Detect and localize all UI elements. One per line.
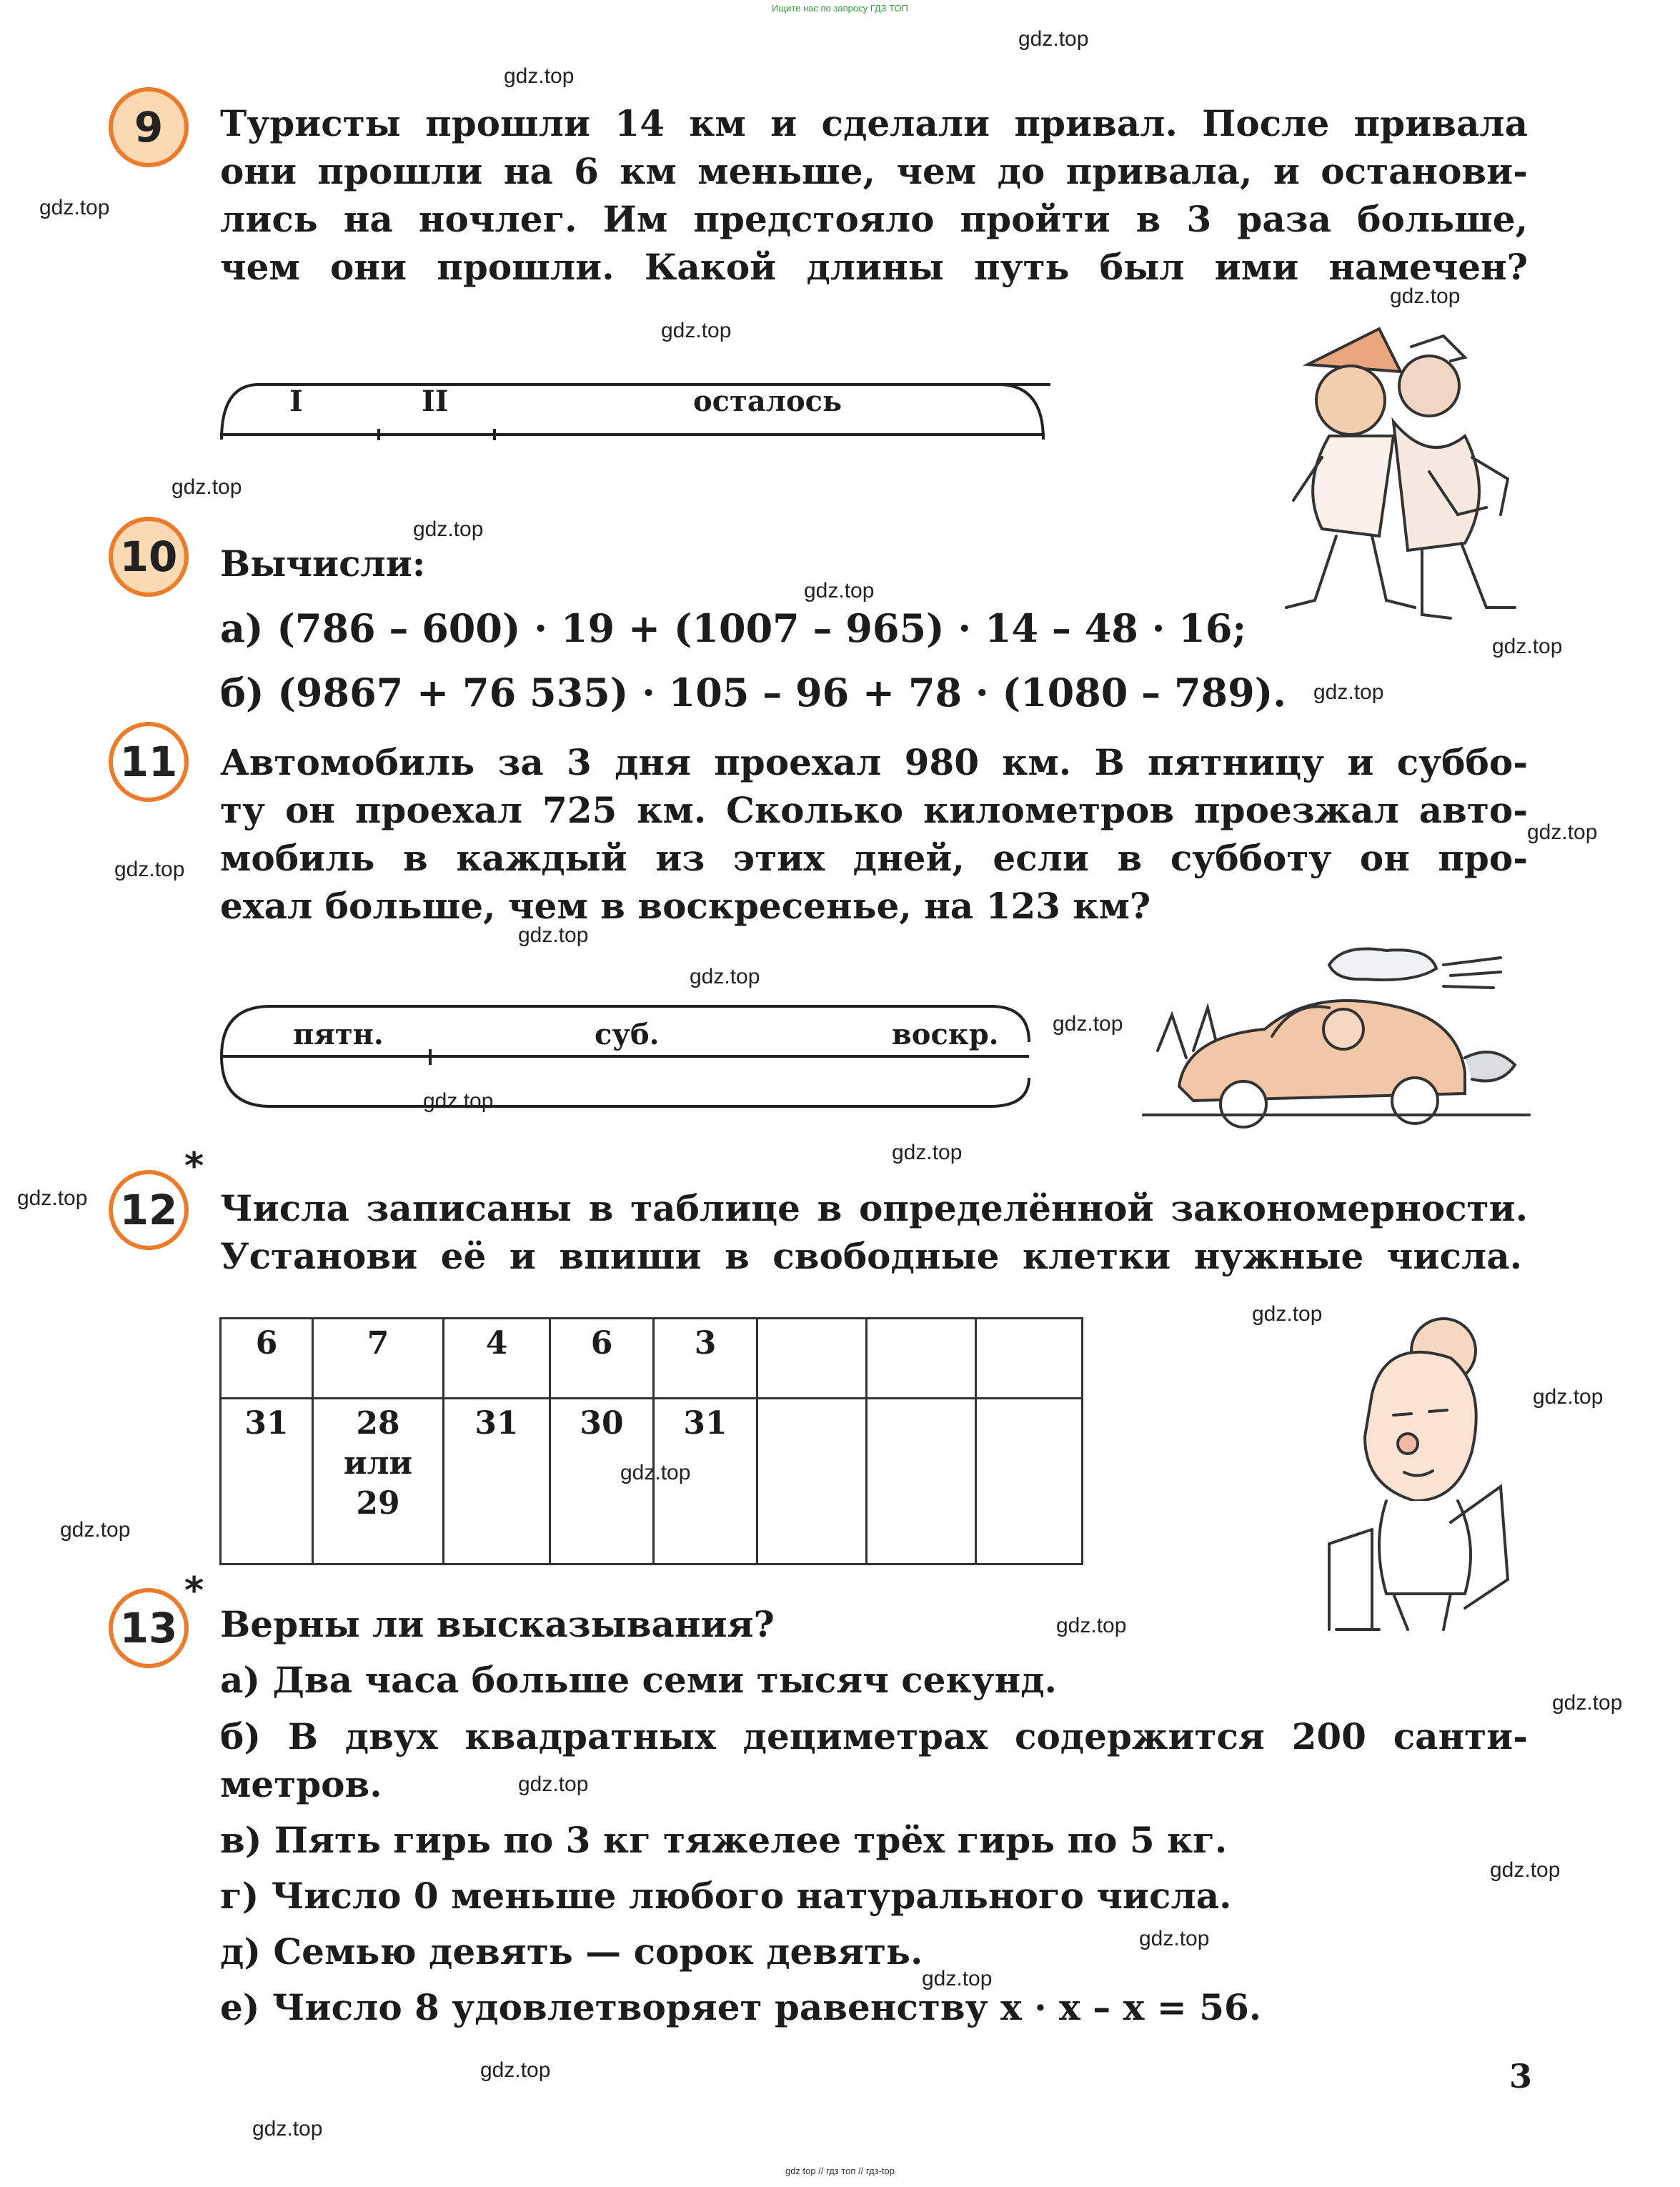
task11-text-line: Автомобиль за 3 дня проехал 980 км. В пятницу и суббо- [220, 741, 1528, 783]
diagram-label-second-part: II [422, 385, 449, 418]
table-cell: 30 [550, 1399, 654, 1564]
task-number-badge: 12 [109, 1170, 189, 1250]
page-number: 3 [1509, 2057, 1533, 2096]
diagram-label-first-part: I [289, 385, 303, 418]
asterisk-mark: * [184, 1569, 204, 1612]
task13-item-b-line1: б) В двух квадратных дециметрах содержится 200 санти- [220, 1715, 1528, 1757]
header-note: Ищите нас по запросу ГДЗ ТОП [772, 3, 908, 14]
task11-text-line: ту он проехал 725 км. Сколько километров проезжал авто- [220, 789, 1528, 831]
task-number-badge: 9 [109, 87, 189, 167]
task9-text-line: они прошли на 6 км меньше, чем до привала, и останови- [220, 150, 1528, 192]
task13-title: Верны ли высказывания? [220, 1603, 775, 1645]
watermark: gdz.top [1527, 820, 1598, 844]
table-cell: 28 или 29 [313, 1399, 444, 1564]
task9-text-line: Туристы прошли 14 км и сделали привал. После привала [220, 102, 1528, 144]
table-cell-empty[interactable] [867, 1399, 976, 1564]
watermark: gdz.top [690, 965, 760, 988]
table-cell-empty[interactable] [757, 1399, 867, 1564]
watermark: gdz.top [1492, 635, 1563, 658]
table-cell-empty[interactable] [867, 1319, 976, 1399]
watermark: gdz.top [504, 64, 575, 88]
task10-item-b: б) (9867 + 76 535) · 105 – 96 + 78 · (1080 – 789). [220, 670, 1287, 715]
task13-item-e: д) Семью девять — сорок девять. [220, 1930, 923, 1973]
table-cell: 3 [654, 1319, 757, 1399]
number-pattern-table [219, 1317, 1083, 1565]
task10-item-a: а) (786 – 600) · 19 + (1007 – 965) · 14 – 48 · 16; [220, 605, 1247, 651]
task13-item-c: в) Пять гирь по 3 кг тяжелее трёх гирь по 5 кг. [220, 1819, 1228, 1861]
task10-title: Вычисли: [220, 542, 426, 585]
watermark: gdz.top [1490, 1858, 1561, 1882]
watermark: gdz.top [39, 196, 110, 219]
car-illustration [1129, 943, 1536, 1144]
task-number-badge: 10 [109, 517, 189, 597]
task13-item-d: г) Число 0 меньше любого натурального числа. [220, 1875, 1232, 1917]
table-cell: 31 [444, 1399, 550, 1564]
table-cell: 6 [221, 1319, 313, 1399]
task9-text-line: лись на ночлег. Им предстояло пройти в 3 раза больше, [220, 198, 1528, 240]
watermark: gdz.top [423, 1089, 494, 1113]
diagram-label-remaining: осталось [693, 385, 843, 418]
girl-illustration [1286, 1308, 1522, 1644]
task11-text-line: мобиль в каждый из этих дней, если в субботу он про- [220, 837, 1528, 879]
watermark: gdz.top [17, 1186, 88, 1210]
table-cell-empty[interactable] [757, 1319, 867, 1399]
task12-text-line: Установи её и впиши в свободные клетки нужные числа. [220, 1235, 1522, 1277]
task11-segment-diagram [214, 999, 1043, 1114]
watermark: gdz.top [620, 1461, 691, 1484]
watermark: gdz.top [922, 1967, 993, 1990]
task13-item-f: е) Число 8 удовлетворяет равенству x · x – x = 56. [220, 1986, 1262, 2028]
hikers-illustration [1258, 314, 1536, 636]
watermark: gdz.top [1552, 1691, 1623, 1715]
diagram-label-sunday: воскр. [892, 1018, 999, 1051]
table-cell: 31 [221, 1399, 313, 1564]
watermark: gdz.top [1056, 1614, 1127, 1637]
diagram-label-friday: пятн. [293, 1018, 384, 1051]
watermark: gdz.top [252, 2117, 323, 2141]
table-cell: 6 [550, 1319, 654, 1399]
table-cell-empty[interactable] [976, 1319, 1083, 1399]
watermark: gdz.top [1390, 284, 1461, 308]
task-number-badge: 11 [109, 722, 189, 802]
watermark: gdz.top [413, 517, 484, 541]
watermark: gdz.top [1018, 27, 1089, 51]
task9-text-line: чем они прошли. Какой длины путь был ими намечен? [220, 246, 1528, 288]
watermark: gdz.top [480, 2058, 551, 2082]
footer-note: gdz top // гдз топ // гдз-top [785, 2166, 895, 2176]
task13-item-a: а) Два часа больше семи тысяч секунд. [220, 1659, 1057, 1701]
watermark: gdz.top [1139, 1927, 1210, 1950]
table-cell: 31 [654, 1399, 757, 1564]
watermark: gdz.top [1313, 680, 1384, 704]
watermark: gdz.top [60, 1518, 131, 1542]
watermark: gdz.top [518, 923, 589, 947]
task11-text-line: ехал больше, чем в воскресенье, на 123 км? [220, 885, 1151, 927]
task-number-badge: 13 [109, 1588, 189, 1668]
task13-item-b-line2: метров. [220, 1763, 382, 1805]
watermark: gdz.top [892, 1141, 963, 1164]
watermark: gdz.top [1252, 1302, 1323, 1326]
watermark: gdz.top [1053, 1012, 1123, 1036]
watermark: gdz.top [661, 319, 732, 342]
task12-text-line: Числа записаны в таблице в определённой закономерности. [220, 1187, 1528, 1229]
watermark: gdz.top [172, 475, 242, 499]
watermark: gdz.top [114, 858, 185, 881]
table-cell: 7 [313, 1319, 444, 1399]
table-cell: 4 [444, 1319, 550, 1399]
watermark: gdz.top [1533, 1385, 1604, 1409]
task9-segment-diagram [214, 372, 1050, 450]
asterisk-mark: * [184, 1145, 204, 1188]
table-cell-empty[interactable] [976, 1399, 1083, 1564]
diagram-label-saturday: суб. [595, 1018, 660, 1051]
watermark: gdz.top [518, 1772, 589, 1796]
watermark: gdz.top [804, 579, 875, 602]
